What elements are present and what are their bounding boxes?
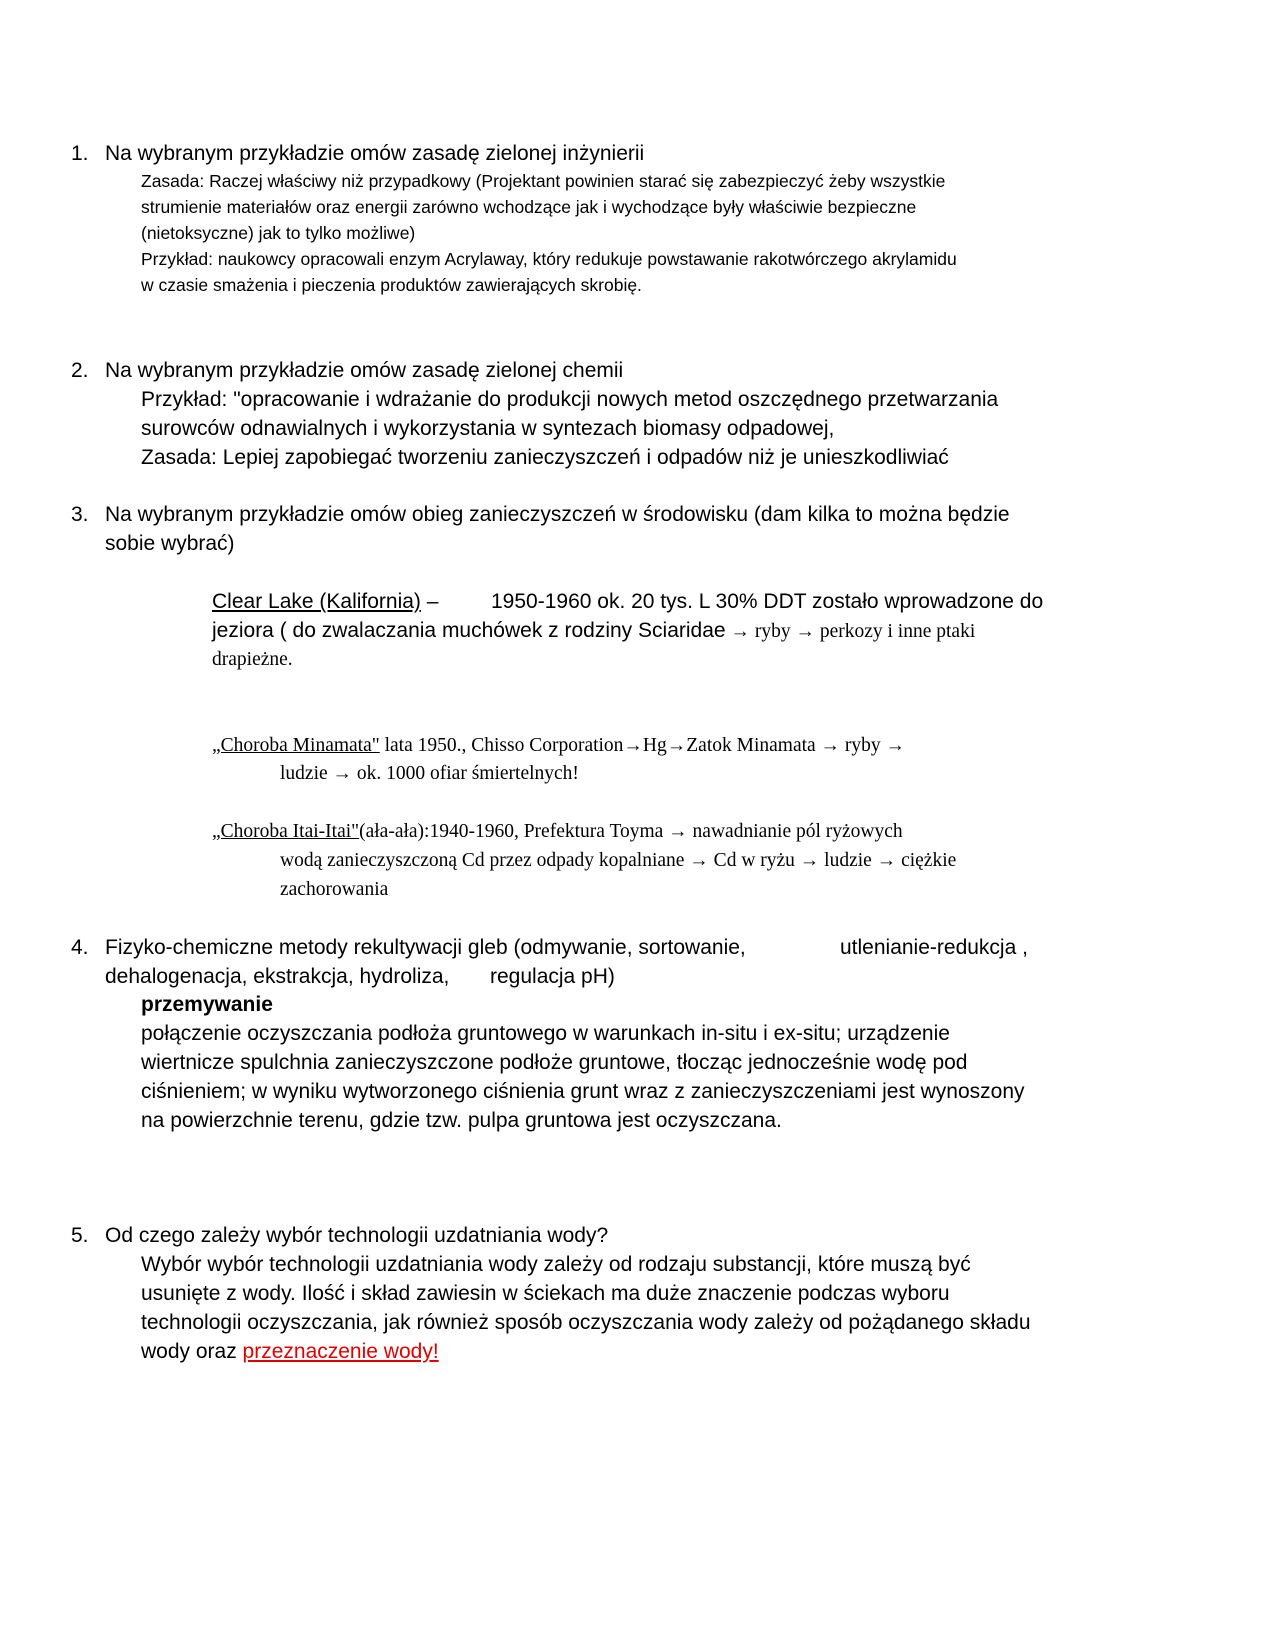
q4-subheading: przemywanie <box>141 993 273 1016</box>
q5-line: usunięte z wody. Ilość i skład zawiesin w ściekach ma duże znaczenie podczas wyboru <box>141 1282 950 1305</box>
q4-question: utlenianie-redukcja , <box>840 936 1028 959</box>
clear-lake-line <box>212 589 438 615</box>
q1-number: 1. <box>71 142 89 165</box>
q5-line: technologii oczyszczania, jak również sposób oczyszczania wody zależy od pożądanego składu <box>141 1311 1031 1334</box>
q3-question: Na wybranym przykładzie omów obieg zanieczyszczeń w środowisku (dam kilka to można będzie <box>105 503 1010 526</box>
q4-line: na powierzchnie terenu, gdzie tzw. pulpa gruntowa jest oczyszczana. <box>141 1109 782 1132</box>
q5-number: 5. <box>71 1224 89 1247</box>
q4-question: Fizyko-chemiczne metody rekultywacji gleb (odmywanie, sortowanie, <box>105 936 746 959</box>
q5-question: Od czego zależy wybór technologii uzdatniania wody? <box>105 1224 609 1247</box>
q3-question: sobie wybrać) <box>105 532 235 555</box>
clear-lake-dash: – <box>420 590 439 613</box>
minamata-title: „Choroba Minamata" <box>212 735 380 756</box>
q2-line: Zasada: Lepiej zapobiegać tworzeniu zanieczyszczeń i odpadów niż je unieszkodliwiać <box>141 446 949 469</box>
itai-line3: zachorowania <box>280 879 389 900</box>
minamata-rest: lata 1950., Chisso Corporation→Hg→Zatok Minamata → ryby → <box>379 735 906 756</box>
q2-line: surowców odnawialnych i wykorzystania w syntezach biomasy odpadowej, <box>141 417 835 440</box>
minamata-line2: ludzie → ok. 1000 ofiar śmiertelnych! <box>280 763 579 784</box>
itai-rest: (ała-ała):1940-1960, Prefektura Toyma → nawadnianie pól ryżowych <box>359 821 903 842</box>
q1-line: Zasada: Raczej właściwy niż przypadkowy (Projektant powinien starać się zabezpieczyć żeby wszystkie <box>141 171 946 191</box>
q4-line: ciśnieniem; w wyniku wytworzonego ciśnienia grunt wraz z zanieczyszczeniami jest wynoszony <box>141 1080 1025 1103</box>
q1-line: strumienie materiałów oraz energii zarówno wchodzące jak i wychodzące były właściwie bezpieczne <box>141 197 917 217</box>
clear-lake-line3: drapieżne. <box>212 649 293 670</box>
itai-line <box>212 819 903 845</box>
clear-lake-line2 <box>212 618 975 645</box>
q4-question: regulacja pH) <box>490 965 615 988</box>
q5-line: Wybór wybór technologii uzdatniania wody zależy od rodzaju substancji, które muszą być <box>141 1253 971 1276</box>
q2-line: Przykład: "opracowanie i wdrażanie do produkcji nowych metod oszczędnego przetwarzania <box>141 388 999 411</box>
clear-lake-line2a: jeziora ( do zwalaczania muchówek z rodziny Sciaridae <box>212 619 726 642</box>
itai-title: „Choroba Itai-Itai" <box>212 821 360 842</box>
q3-number: 3. <box>71 503 89 526</box>
q1-question: Na wybranym przykładzie omów zasadę zielonej inżynierii <box>105 142 645 165</box>
itai-line2: wodą zanieczyszczoną Cd przez odpady kopalniane → Cd w ryżu → ludzie → ciężkie <box>280 850 957 871</box>
q2-question: Na wybranym przykładzie omów zasadę zielonej chemii <box>105 359 624 382</box>
q5-last-prefix: wody oraz <box>141 1340 243 1363</box>
q4-question: dehalogenacja, ekstrakcja, hydroliza, <box>105 965 450 988</box>
q4-number: 4. <box>71 936 89 959</box>
q1-line: w czasie smażenia i pieczenia produktów zawierających skrobię. <box>141 275 642 295</box>
minamata-line <box>212 733 905 759</box>
clear-lake-line2b: → ryby → perkozy i inne ptaki <box>725 621 976 642</box>
clear-lake-rest: 1950-1960 ok. 20 tys. L 30% DDT zostało wprowadzone do <box>491 590 1044 613</box>
q1-line: (nietoksyczne) jak to tylko możliwe) <box>141 223 416 243</box>
clear-lake-title: Clear Lake (Kalifornia) <box>212 590 421 613</box>
q2-number: 2. <box>71 359 89 382</box>
q1-line: Przykład: naukowcy opracowali enzym Acrylaway, który redukuje powstawanie rakotwórczego akrylamidu <box>141 249 957 269</box>
q5-highlight-link[interactable]: przeznaczenie wody! <box>242 1340 439 1363</box>
q4-line: połączenie oczyszczania podłoża gruntowego w warunkach in-situ i ex-situ; urządzenie <box>141 1022 950 1045</box>
q5-last-line <box>141 1339 439 1365</box>
q4-line: wiertnicze spulchnia zanieczyszczone podłoże gruntowe, tłocząc jednocześnie wodę pod <box>141 1051 968 1074</box>
